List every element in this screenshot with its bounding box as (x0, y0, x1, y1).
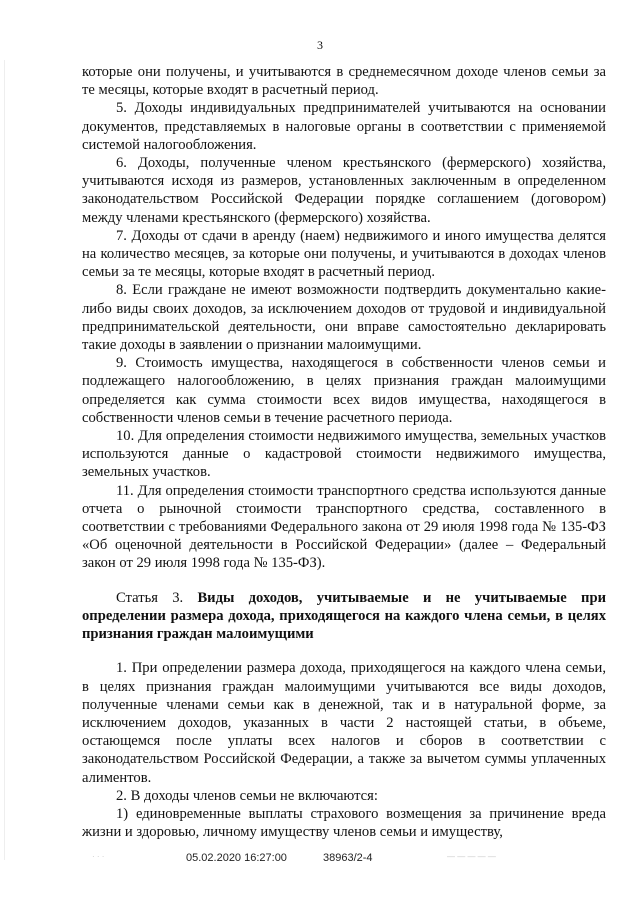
article-heading (82, 589, 606, 644)
article-title: Виды доходов, учитываемые и не учитываемые при определении размера дохода, приходящегося на каждого члена семьи, в целях признания граждан малоимущими (82, 589, 606, 643)
paragraph: 1) единовременные выплаты страхового возмещения за причинение вреда жизни и здоровью, личному имуществу членов семьи и имуществу, (82, 805, 606, 841)
paragraph: 6. Доходы, полученные членом крестьянского (фермерского) хозяйства, учитываются исходя из размеров, установленных заключенным в определенном законодательством Российской Федерации порядке соглашением (договором) между членами крестьянского (фермерского) хозяйства. (82, 155, 606, 226)
document-body (82, 63, 606, 841)
scan-mark-left: · · · (92, 852, 105, 861)
paragraph: 5. Доходы индивидуальных предпринимателей учитываются на основании документов, представляемых в налоговые органы в соответствии с применяемой системой налогообложения. (82, 100, 606, 153)
scan-edge (4, 60, 5, 860)
paragraph: 7. Доходы от сдачи в аренду (наем) недвижимого и иного имущества делятся на количество месяцев, за которые они получены, и учитываются в доходах членов семьи за те месяцы, которые входят в расчетный период. (82, 227, 606, 281)
paragraph: 9. Стоимость имущества, находящегося в собственности членов семьи и подлежащего налогообложению, в целях признания граждан малоимущими определяется как сумма стоимости всех видов имущества, находящегося в собственности членов семьи в течение расчетного периода. (82, 355, 606, 426)
paragraph: которые они получены, и учитываются в среднемесячном доходе членов семьи за те месяцы, которые входят в расчетный период. (82, 64, 606, 99)
article-prefix: Статья 3. (116, 589, 184, 606)
paragraph: 1. При определении размера дохода, приходящегося на каждого члена семьи, в целях признания граждан малоимущими учитываются все виды доходов, полученные членами семьи как в денежной, так и в натуральной форме, за исключением доходов, указанных в части 2 настоящей статьи, в объеме, остающемся после уплаты всех налогов и сборов в соответствии с законодательством Российской Федерации, а также за вычетом суммы уплаченных алиментов. (82, 660, 606, 786)
footer-doc-number: 38963/2-4 (323, 852, 373, 864)
page-number: 3 (317, 38, 323, 52)
spacer (82, 643, 606, 659)
spacer (82, 573, 606, 589)
scan-mark-right: — — — — — (447, 852, 496, 861)
paragraph: 2. В доходы членов семьи не включаются: (116, 787, 378, 804)
paragraph: 10. Для определения стоимости недвижимого имущества, земельных участков используются данные о кадастровой стоимости недвижимого имущества, земельных участков. (82, 428, 606, 481)
paragraph: 11. Для определения стоимости транспортного средства используются данные отчета о рыночной стоимости транспортного средства, составленного в соответствии с требованиями Федерального закона от 29 июля 1998 года № 135-ФЗ «Об оценочной деятельности в Российской Федерации» (далее – Федеральный закон от 29 июля 1998 года № 135-ФЗ). (82, 482, 606, 572)
paragraph: 8. Если граждане не имеют возможности подтвердить документально какие-либо виды своих доходов, за исключением доходов от трудовой и индивидуальной предпринимательской деятельности, они вправе самостоятельно декларировать такие доходы в заявлении о признании малоимущими. (82, 282, 606, 354)
footer-datetime: 05.02.2020 16:27:00 (186, 852, 287, 864)
